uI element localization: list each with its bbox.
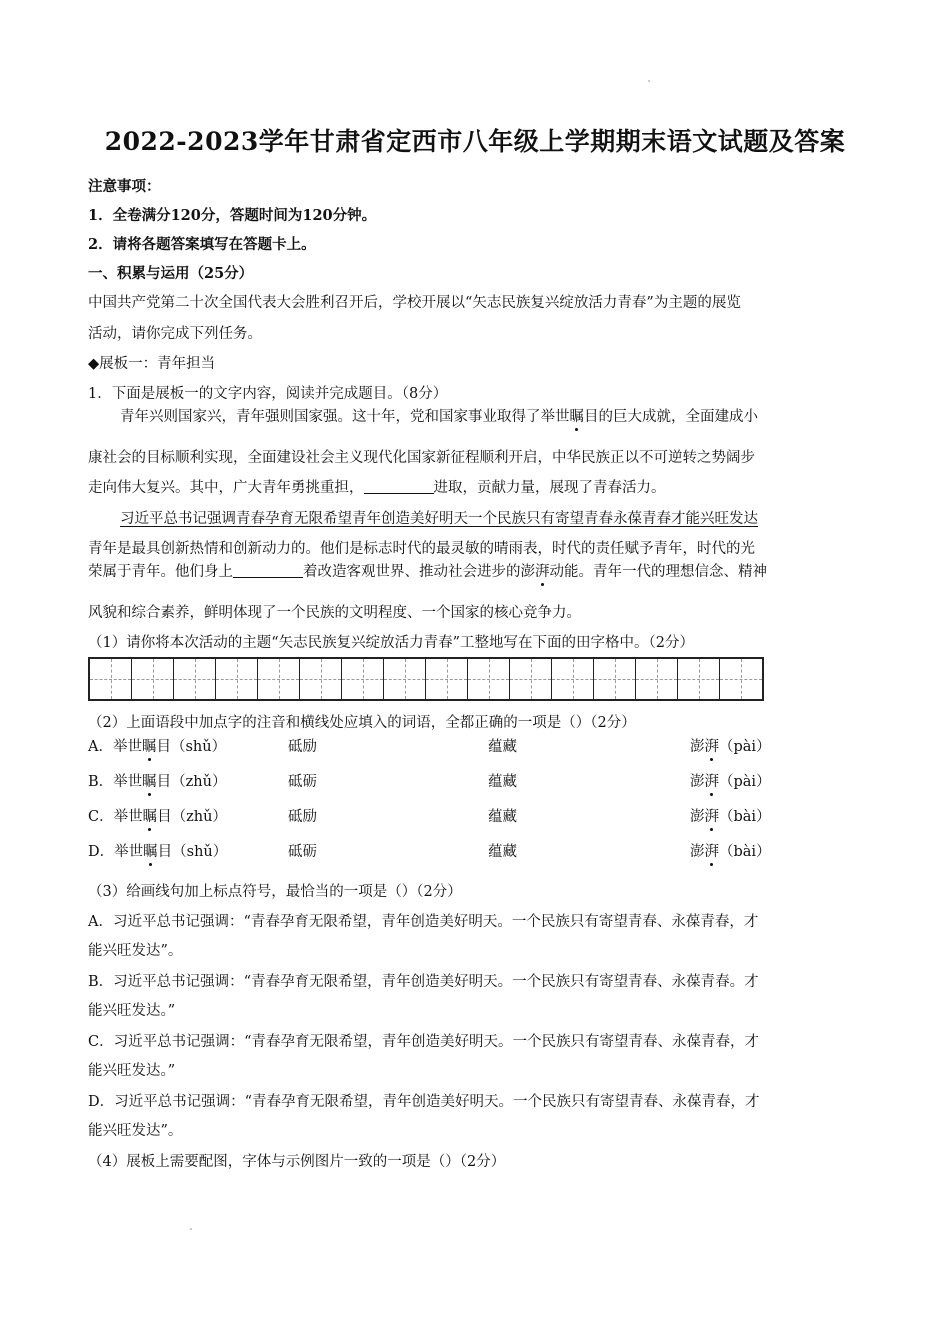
- punct-option-d-line-1[interactable]: D．习近平总书记强调：“青春孕育无限希望，青年创造美好明天。一个民族只有寄望青春、永葆青春，才: [88, 1094, 760, 1110]
- para1-line-3: 走向伟大复兴。其中，广大青年勇挑重担， 进取，贡献力量，展现了青春活力。: [88, 480, 666, 496]
- underlined-sentence: 习近平总书记强调青春孕育无限希望青年创造美好明天一个民族只有寄望青春永葆青春才能兴旺发达: [120, 511, 758, 527]
- punct-option-c-line-2[interactable]: 能兴旺发达。”: [88, 1063, 176, 1079]
- option-a-col3: 蕴藏: [488, 739, 517, 755]
- option-a-col4: 澎湃（pài）: [690, 739, 771, 755]
- tianzige-cell[interactable]: [300, 659, 342, 699]
- option-d-col4: 澎湃（bài）: [690, 844, 771, 860]
- intro-line-1: 中国共产党第二十次全国代表大会胜利召开后，学校开展以“矢志民族复兴绽放活力青春”为主题的展览: [88, 295, 741, 311]
- tianzige-cell[interactable]: [552, 659, 594, 699]
- punct-option-b-line-1[interactable]: B．习近平总书记强调：“青春孕育无限希望，青年创造美好明天。一个民族只有寄望青春、永葆青春。才: [88, 974, 759, 990]
- tianzige-cell[interactable]: [342, 659, 384, 699]
- question-1: 1．下面是展板一的文字内容，阅读并完成题目。（8分）: [88, 386, 448, 402]
- tianzige-cell[interactable]: [216, 659, 258, 699]
- para2-line-1: 青年是最具创新热情和创新动力的。他们是标志时代的最灵敏的晴雨表，时代的责任赋予青年，时代的光: [88, 541, 755, 557]
- sub-question-3: （3）给画线句加上标点符号，最恰当的一项是（）（2分）: [88, 884, 462, 900]
- punct-option-d-line-2[interactable]: 能兴旺发达”。: [88, 1123, 183, 1139]
- option-b-col3: 蕴藏: [488, 774, 517, 790]
- sub-question-1: （1）请你将本次活动的主题“矢志民族复兴绽放活力青春”工整地写在下面的田字格中。（2分）: [88, 635, 695, 651]
- tianzige-cell[interactable]: [384, 659, 426, 699]
- option-c-col3: 蕴藏: [488, 809, 517, 825]
- notice-heading: 注意事项：: [88, 178, 161, 195]
- scan-mark: [190, 1228, 192, 1230]
- tianzige-cell[interactable]: [510, 659, 552, 699]
- option-a-col2: 砥励: [288, 739, 317, 755]
- fill-blank-2[interactable]: [233, 563, 303, 579]
- tianzige-cell[interactable]: [720, 659, 762, 699]
- scan-mark: [648, 80, 650, 82]
- fill-blank-1[interactable]: [364, 479, 434, 495]
- tianzige-cell[interactable]: [258, 659, 300, 699]
- option-b-col4: 澎湃（pài）: [690, 774, 771, 790]
- option-d-col3: 蕴藏: [488, 844, 517, 860]
- punct-option-c-line-1[interactable]: C．习近平总书记强调：“青春孕育无限希望，青年创造美好明天。一个民族只有寄望青春、永葆青春，才: [88, 1034, 760, 1050]
- punct-option-b-line-2[interactable]: 能兴旺发达。”: [88, 1003, 176, 1019]
- punct-option-a-line-2[interactable]: 能兴旺发达”。: [88, 943, 183, 959]
- option-c-col4: 澎湃（bài）: [690, 809, 771, 825]
- tianzige-cell[interactable]: [174, 659, 216, 699]
- tianzige-cell[interactable]: [132, 659, 174, 699]
- sub-question-2: （2）上面语段中加点字的注音和横线处应填入的词语，全都正确的一项是（）（2分）: [88, 715, 636, 731]
- tianzige-cell[interactable]: [636, 659, 678, 699]
- tianzige-cell[interactable]: [594, 659, 636, 699]
- para1-line-2: 康社会的目标顺利实现，全面建设社会主义现代化国家新征程顺利开启，中华民族正以不可逆转之势阔步: [88, 450, 755, 466]
- notice-1: 1．全卷满分120分，答题时间为120分钟。: [88, 207, 377, 224]
- para1-line-1: 青年兴则国家兴，青年强则国家强。这十年，党和国家事业取得了举世瞩目的巨大成就，全面建成小: [120, 409, 758, 425]
- option-c-col2: 砥励: [288, 809, 317, 825]
- option-d-col1[interactable]: D．举世瞩目（shǔ）: [88, 844, 228, 860]
- tianzige-cell[interactable]: [678, 659, 720, 699]
- para2-line-2: 荣属于青年。他们身上 着改造客观世界、推动社会进步的澎湃动能。青年一代的理想信念、精神: [88, 564, 767, 580]
- sub-question-4: （4）展板上需要配图，字体与示例图片一致的一项是（）（2分）: [88, 1154, 506, 1170]
- tianzige-cell[interactable]: [468, 659, 510, 699]
- option-c-col1[interactable]: C．举世瞩目（zhǔ）: [88, 809, 227, 825]
- tianzige-cell[interactable]: [90, 659, 132, 699]
- board1-label: ◆展板一：青年担当: [88, 356, 216, 372]
- punct-option-a-line-1[interactable]: A．习近平总书记强调：“青春孕育无限希望，青年创造美好明天。一个民族只有寄望青春、永葆青春，才: [88, 914, 759, 930]
- option-a-col1[interactable]: A．举世瞩目（shǔ）: [88, 739, 227, 755]
- section-heading: 一、积累与运用（25分）: [88, 265, 254, 282]
- option-b-col1[interactable]: B．举世瞩目（zhǔ）: [88, 774, 227, 790]
- page-title: 2022-2023学年甘肃省定西市八年级上学期期末语文试题及答案: [104, 127, 846, 156]
- para2-line-3: 风貌和综合素养，鲜明体现了一个民族的文明程度、一个国家的核心竞争力。: [88, 605, 581, 621]
- tianzige-cell[interactable]: [426, 659, 468, 699]
- tianzige-grid[interactable]: [88, 657, 764, 701]
- option-d-col2: 砥砺: [288, 844, 317, 860]
- notice-2: 2．请将各题答案填写在答题卡上。: [88, 236, 316, 253]
- intro-line-2: 活动，请你完成下列任务。: [88, 326, 262, 342]
- option-b-col2: 砥砺: [288, 774, 317, 790]
